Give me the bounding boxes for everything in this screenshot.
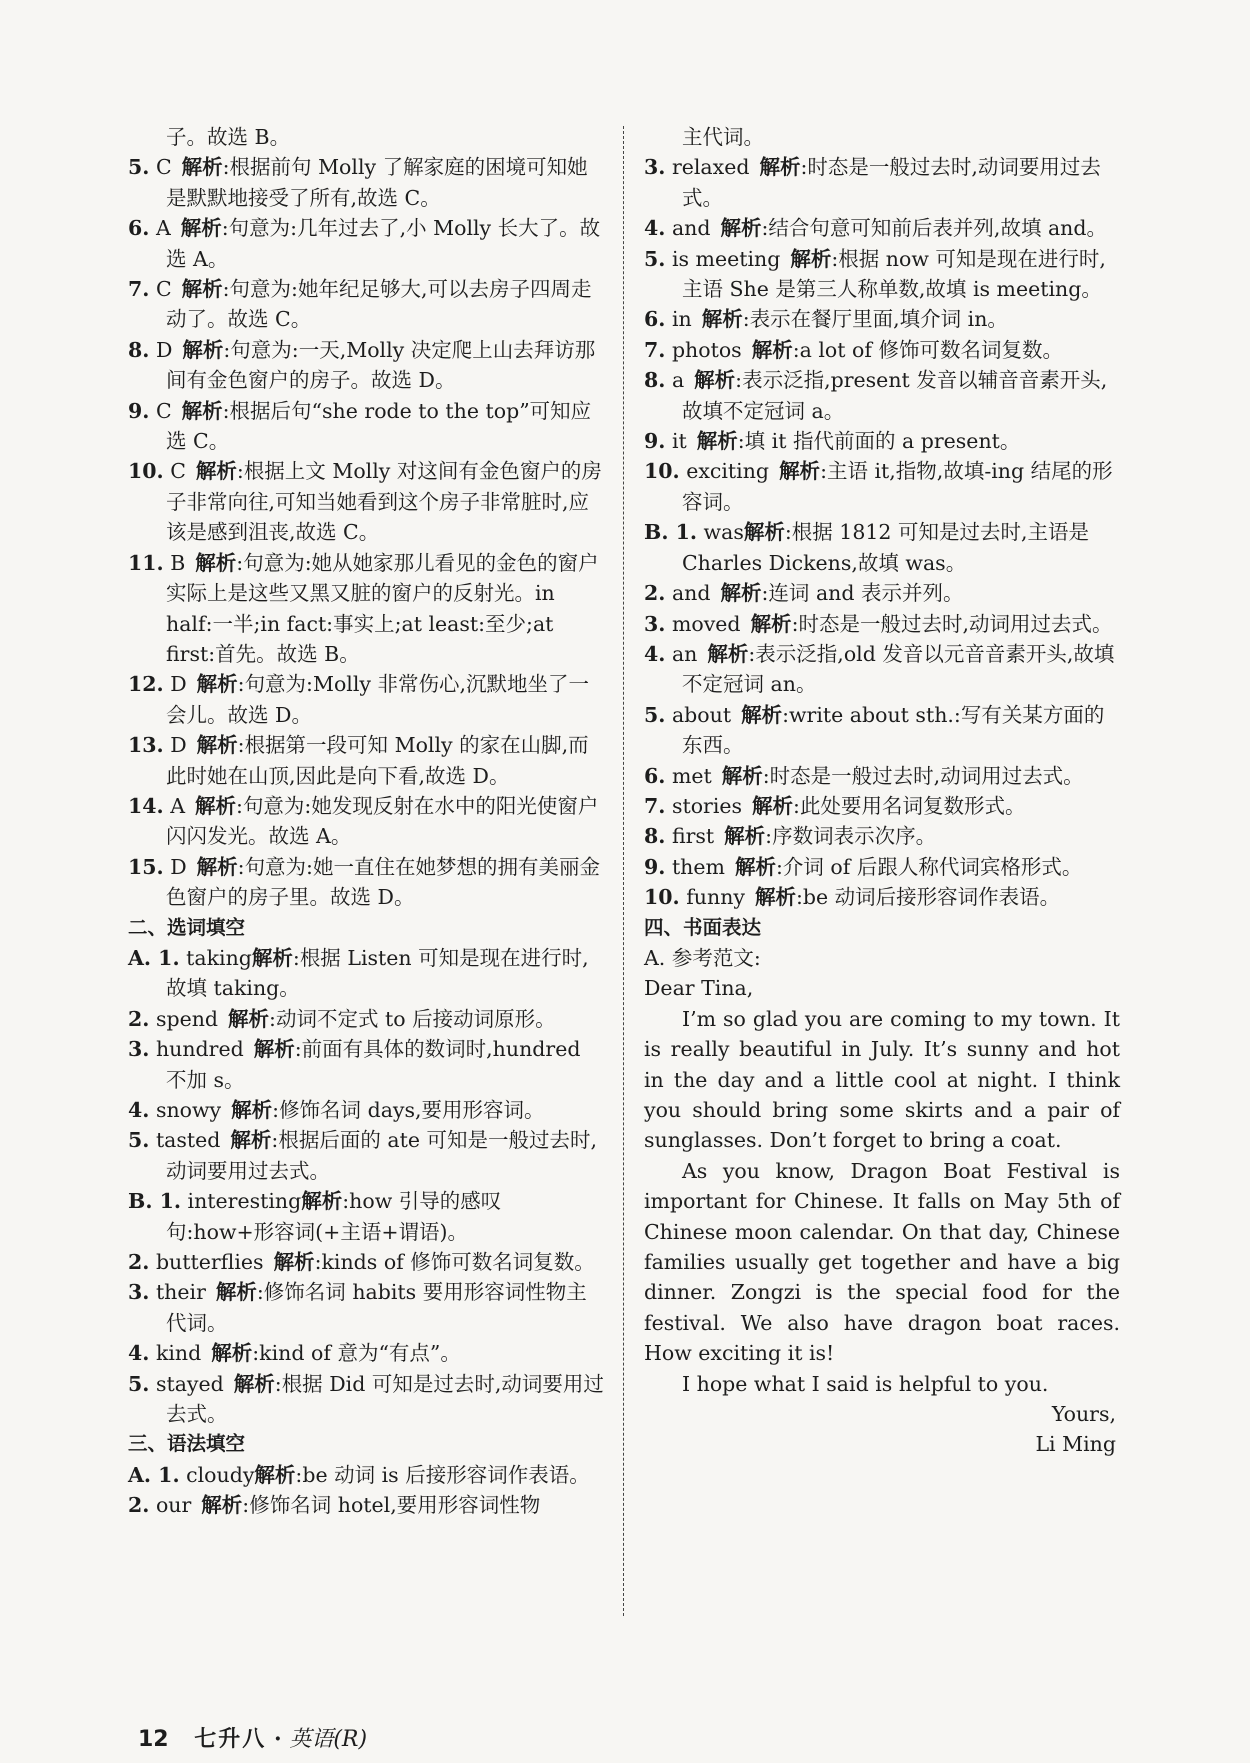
item-answer: B	[170, 550, 186, 575]
answer-item	[644, 213, 1120, 243]
answer-item	[128, 669, 606, 730]
item-answer: butterflies	[155, 1250, 264, 1275]
analysis-keyword: 解析	[180, 216, 222, 241]
analysis-colon: :	[237, 672, 245, 697]
analysis-colon: :	[761, 581, 769, 606]
analysis-text: how 引导的感叹句:how+形容词(+主语+谓语)。	[166, 1189, 502, 1244]
analysis-keyword: 解析	[196, 854, 238, 879]
answer-item	[128, 1125, 606, 1186]
analysis-text: 根据 now 可知是现在进行时,主语 She 是第三人称单数,故填 is meeting。	[682, 246, 1106, 302]
answer-item	[128, 213, 606, 274]
item-number: 10.	[644, 459, 680, 484]
analysis-text: 根据 Listen 可知是现在进行时,故填 taking。	[166, 945, 589, 1001]
analysis-text: 序数词表示次序。	[772, 824, 937, 849]
analysis-colon: :	[222, 398, 230, 423]
section-heading: 三、语法填空	[128, 1432, 246, 1456]
item-answer: about	[671, 702, 732, 727]
analysis-colon: :	[742, 307, 750, 332]
analysis-text: 根据上文 Molly 对这间有金色窗户的房子非常向往,可知当她看到这个房子非常脏时,应该是感到沮丧,故选 C。	[166, 459, 602, 545]
analysis-text: 句意为:Molly 非常伤心,沉默地坐了一会儿。故选 D。	[166, 672, 590, 727]
analysis-text: 根据 Did 可知是过去时,动词要用过去式。	[166, 1371, 604, 1427]
answer-item	[128, 152, 606, 213]
analysis-colon: :	[271, 1128, 279, 1153]
analysis-keyword: 解析	[211, 1341, 253, 1366]
item-number: 3.	[128, 1280, 150, 1305]
item-number: 5.	[128, 155, 150, 180]
analysis-colon: :	[342, 1189, 350, 1214]
answer-item	[128, 1369, 606, 1430]
item-answer: D	[170, 672, 187, 697]
analysis-text: 根据前句 Molly 了解家庭的困境可知她是默默地接受了所有,故选 C。	[166, 155, 588, 210]
item-number: 13.	[128, 733, 164, 758]
item-number: 4.	[128, 1098, 150, 1122]
analysis-colon: :	[237, 733, 245, 758]
item-number: 4.	[644, 641, 666, 666]
answer-item	[128, 1338, 606, 1368]
answer-item	[128, 852, 606, 913]
item-number: 2.	[128, 1493, 150, 1518]
analysis-keyword: 解析	[195, 459, 237, 484]
item-answer: and	[671, 581, 711, 606]
analysis-colon: :	[236, 550, 244, 575]
analysis-keyword: 解析	[231, 1098, 273, 1122]
answer-item	[128, 1247, 606, 1277]
answer-item	[644, 882, 1120, 912]
book-title: 七升八	[194, 1727, 267, 1752]
analysis-colon: :	[269, 1006, 276, 1031]
item-answer: kind	[155, 1341, 202, 1366]
analysis-colon: :	[792, 337, 800, 362]
subsection-item	[128, 943, 606, 1004]
analysis-keyword: 解析	[301, 1189, 343, 1214]
item-answer: and	[671, 216, 711, 241]
item-answer: is meeting	[671, 246, 781, 271]
analysis-text: 句意为:她发现反射在水中的阳光使窗户闪闪发光。故选 A。	[166, 793, 599, 849]
answer-item	[128, 396, 606, 457]
analysis-colon: :	[222, 155, 230, 180]
analysis-colon: :	[221, 216, 229, 241]
answer-item	[128, 1277, 606, 1338]
answer-item	[644, 700, 1120, 761]
item-answer: funny	[686, 885, 745, 910]
section-heading: 二、选词填空	[128, 915, 246, 939]
analysis-text: kinds of 修饰可数名词复数。	[321, 1250, 595, 1275]
analysis-colon: :	[292, 945, 300, 970]
item-number: 6.	[644, 307, 666, 332]
item-answer: cloudy	[186, 1462, 255, 1487]
analysis-colon: :	[314, 1250, 322, 1275]
item-number: 6.	[128, 216, 150, 241]
answer-item	[128, 1490, 606, 1520]
answer-item	[644, 335, 1120, 365]
analysis-colon: :	[737, 429, 745, 454]
analysis-text: 时态是一般过去时,动词用过去式。	[769, 763, 1084, 788]
analysis-colon: :	[765, 824, 773, 849]
subject-label: 英语(R)	[289, 1727, 368, 1752]
analysis-keyword: 解析	[751, 337, 793, 362]
item-number: 15.	[128, 854, 164, 879]
item-answer: it	[671, 429, 687, 454]
answer-item	[644, 244, 1120, 305]
analysis-colon: :	[274, 1371, 282, 1396]
analysis-colon: :	[831, 246, 839, 271]
analysis-keyword: 解析	[741, 702, 783, 727]
analysis-colon: :	[294, 1037, 302, 1062]
analysis-keyword: 解析	[181, 277, 223, 302]
analysis-colon: :	[256, 1280, 264, 1305]
item-number: 10.	[128, 459, 164, 484]
analysis-keyword: 解析	[720, 581, 762, 606]
right-column	[644, 122, 1120, 1460]
analysis-keyword: 解析	[734, 854, 776, 879]
analysis-keyword: 解析	[696, 429, 738, 454]
item-answer: stories	[671, 793, 743, 818]
analysis-text: 句意为:她年纪足够大,可以去房子四周走动了。故选 C。	[166, 277, 592, 332]
answer-item	[644, 639, 1120, 700]
analysis-text: 修饰名词 hotel,要用形容词性物	[249, 1493, 541, 1518]
analysis-text: 时态是一般过去时,动词用过去式。	[798, 611, 1113, 636]
essay-paragraph: I hope what I said is helpful to you.	[682, 1371, 1049, 1396]
answer-item	[644, 821, 1120, 851]
item-answer: moved	[671, 611, 741, 636]
item-number: 2.	[128, 1250, 150, 1275]
analysis-keyword: 解析	[181, 398, 223, 423]
item-number: 8.	[128, 337, 150, 362]
item-answer: C	[155, 398, 172, 423]
answer-item	[644, 304, 1120, 334]
item-number: 5.	[128, 1128, 150, 1153]
answer-item	[644, 852, 1120, 882]
answer-item	[644, 609, 1120, 639]
analysis-text: 此处要用名词复数形式。	[799, 793, 1026, 818]
analysis-text: kind of 意为“有点”。	[259, 1341, 461, 1366]
item-answer: tasted	[155, 1128, 221, 1153]
subsection-item	[128, 1460, 606, 1490]
item-number: 5.	[128, 1371, 150, 1396]
analysis-colon: :	[236, 459, 244, 484]
answer-item	[644, 152, 1120, 213]
item-number: 3.	[644, 155, 666, 180]
analysis-colon: :	[748, 641, 756, 666]
item-number: 5.	[644, 246, 666, 271]
analysis-keyword: 解析	[721, 763, 763, 788]
footer-dot: ·	[273, 1726, 282, 1752]
item-answer: hundred	[155, 1037, 244, 1062]
item-answer: in	[671, 307, 692, 332]
item-answer: A	[155, 216, 171, 241]
page-footer	[138, 1722, 367, 1753]
essay-paragraph: As you know, Dragon Boat Festival is important for Chinese. It falls on May 5th of Chinese moon calendar. On that day, Chinese families usually get together and have a big dinner. Zongzi is the special food for the festival. We also have dragon boat races. How exciting it is!	[644, 1158, 1120, 1366]
item-number: 7.	[644, 337, 666, 362]
analysis-colon: :	[791, 611, 799, 636]
analysis-colon: :	[272, 1098, 280, 1122]
analysis-text: 句意为:一天,Molly 决定爬上山去拜访那间有金色窗户的房子。故选 D。	[166, 337, 596, 393]
analysis-keyword: 解析	[759, 155, 801, 180]
analysis-text: be 动词后接形容词作表语。	[802, 885, 1061, 910]
item-answer: interesting	[187, 1189, 302, 1214]
item-number: 4.	[128, 1341, 150, 1366]
item-answer: was	[703, 520, 744, 545]
plain-line: Dear Tina,	[644, 976, 754, 1001]
answer-item	[128, 1095, 606, 1125]
analysis-text: 修饰名词 days,要用形容词。	[279, 1098, 545, 1122]
analysis-text: 根据第一段可知 Molly 的家在山脚,而此时她在山顶,因此是向下看,故选 D。	[166, 733, 589, 788]
analysis-keyword: 解析	[754, 885, 796, 910]
analysis-text: a lot of 修饰可数名词复数。	[799, 337, 1063, 362]
analysis-text: 根据后句“she rode to the top”可知应选 C。	[166, 398, 592, 454]
analysis-keyword: 解析	[779, 459, 821, 484]
item-number: 12.	[128, 672, 164, 697]
analysis-colon: :	[236, 793, 243, 818]
item-number: 7.	[128, 277, 150, 302]
analysis-text: be 动词 is 后接形容词作表语。	[302, 1462, 590, 1487]
analysis-keyword: 解析	[181, 155, 223, 180]
answer-item	[644, 365, 1120, 426]
item-number: 11.	[128, 550, 164, 575]
analysis-keyword: 解析	[230, 1128, 272, 1153]
item-answer: taking	[186, 945, 252, 970]
analysis-keyword: 解析	[273, 1250, 315, 1275]
analysis-text: 根据 1812 可知是过去时,主语是 Charles Dickens,故填 was。	[682, 520, 1089, 575]
item-number: A. 1.	[128, 1462, 180, 1487]
essay-signature: Li Ming	[1035, 1432, 1116, 1457]
item-answer: them	[671, 854, 725, 879]
item-number: A. 1.	[128, 945, 180, 970]
item-number: 10.	[644, 885, 680, 910]
analysis-text: 句意为:她一直住在她梦想的拥有美丽金色窗户的房子里。故选 D。	[166, 854, 600, 910]
item-answer: relaxed	[671, 155, 750, 180]
column-divider	[623, 126, 624, 1616]
item-answer: a	[671, 368, 685, 393]
analysis-keyword: 解析	[724, 824, 766, 849]
analysis-text: 句意为:她从她家那儿看见的金色的窗户实际上是这些又黑又脏的窗户的反射光。in half:一半;in fact:事实上;at least:至少;at first:首先。故选 B。	[166, 550, 599, 666]
analysis-keyword: 解析	[196, 672, 238, 697]
analysis-text: 动词不定式 to 后接动词原形。	[275, 1006, 556, 1031]
item-number: B. 1.	[128, 1189, 182, 1214]
item-number: 4.	[644, 216, 666, 241]
left-column	[128, 122, 606, 1521]
subsection-item	[128, 1186, 606, 1247]
answer-item	[644, 791, 1120, 821]
analysis-keyword: 解析	[752, 793, 794, 818]
item-number: 9.	[644, 429, 666, 454]
continued-text: 主代词。	[682, 125, 764, 149]
analysis-colon: :	[795, 885, 803, 910]
analysis-keyword: 解析	[228, 1006, 270, 1031]
analysis-text: 填 it 指代前面的 a present。	[744, 429, 1021, 454]
item-number: 2.	[128, 1006, 150, 1031]
analysis-text: 连词 and 表示并列。	[768, 581, 964, 606]
analysis-keyword: 解析	[251, 945, 293, 970]
analysis-keyword: 解析	[707, 641, 749, 666]
analysis-colon: :	[237, 854, 245, 879]
analysis-text: 修饰名词 habits 要用形容词性物主代词。	[166, 1280, 587, 1335]
essay-paragraph: I’m so glad you are coming to my town. It is really beautiful in July. It’s sunny and hot in the day and a little cool at night. I think you should bring some skirts and a pair of sunglasses. Don’t forget to bring a coat.	[644, 1006, 1120, 1153]
analysis-keyword: 解析	[195, 550, 237, 575]
item-answer: spend	[155, 1006, 219, 1031]
answer-item	[128, 548, 606, 670]
analysis-colon: :	[782, 702, 789, 727]
analysis-keyword: 解析	[182, 337, 224, 362]
answer-item	[128, 730, 606, 791]
item-answer: met	[671, 763, 712, 788]
item-number: 3.	[128, 1037, 150, 1062]
subsection-item	[644, 517, 1120, 578]
analysis-keyword: 解析	[196, 733, 238, 758]
analysis-colon: :	[242, 1493, 250, 1518]
analysis-colon: :	[735, 368, 743, 393]
answer-item	[128, 335, 606, 396]
analysis-keyword: 解析	[233, 1371, 275, 1396]
analysis-text: 句意为:几年过去了,小 Molly 长大了。故选 A。	[166, 216, 601, 271]
continued-text: 子。故选 B。	[166, 125, 291, 149]
answer-item	[128, 456, 606, 547]
essay-signature: Yours,	[1051, 1402, 1116, 1427]
item-answer: first	[671, 824, 715, 849]
analysis-colon: :	[784, 520, 792, 545]
section-heading: 四、书面表达	[644, 915, 762, 939]
answer-item	[644, 426, 1120, 456]
analysis-text: 时态是一般过去时,动词要用过去式。	[682, 155, 1101, 210]
item-number: 6.	[644, 763, 666, 788]
page-number: 12	[138, 1727, 169, 1752]
analysis-text: 根据后面的 ate 可知是一般过去时,动词要用过去式。	[166, 1128, 597, 1183]
analysis-keyword: 解析	[195, 793, 237, 818]
analysis-keyword: 解析	[215, 1280, 257, 1305]
answer-item	[644, 578, 1120, 608]
item-number: 7.	[644, 793, 666, 818]
analysis-keyword: 解析	[694, 368, 736, 393]
analysis-text: 前面有具体的数词时,hundred 不加 s。	[166, 1037, 581, 1092]
answer-item	[128, 1034, 606, 1095]
analysis-keyword: 解析	[201, 1493, 243, 1518]
answer-item	[128, 791, 606, 852]
item-answer: D	[170, 733, 187, 758]
item-number: 5.	[644, 702, 666, 727]
item-number: 8.	[644, 368, 666, 393]
item-number: 2.	[644, 581, 666, 606]
analysis-colon: :	[793, 793, 800, 818]
analysis-colon: :	[295, 1462, 303, 1487]
item-number: 3.	[644, 611, 666, 636]
analysis-colon: :	[761, 216, 769, 241]
item-answer: C	[170, 459, 186, 484]
analysis-text: 结合句意可知前后表并列,故填 and。	[768, 216, 1108, 241]
plain-line: A. 参考范文:	[644, 945, 761, 970]
item-number: 8.	[644, 824, 666, 849]
item-answer: their	[155, 1280, 206, 1305]
item-answer: A	[170, 793, 186, 818]
item-number: 14.	[128, 793, 164, 818]
analysis-text: 介词 of 后跟人称代词宾格形式。	[782, 854, 1083, 879]
item-number: B. 1.	[644, 520, 698, 545]
analysis-keyword: 解析	[750, 611, 792, 636]
analysis-text: 表示在餐厅里面,填介词 in。	[749, 307, 1008, 332]
item-answer: D	[155, 337, 173, 362]
analysis-keyword: 解析	[254, 1462, 296, 1487]
item-answer: C	[155, 277, 172, 302]
analysis-colon: :	[252, 1341, 260, 1366]
item-answer: our	[155, 1493, 192, 1518]
analysis-colon: :	[222, 277, 230, 302]
answer-item	[128, 1004, 606, 1034]
analysis-keyword: 解析	[701, 307, 743, 332]
item-answer: C	[155, 155, 172, 180]
item-answer: an	[671, 641, 698, 666]
answer-item	[644, 456, 1120, 517]
item-answer: snowy	[155, 1098, 222, 1122]
analysis-colon: :	[775, 854, 783, 879]
item-answer: exciting	[686, 459, 770, 484]
analysis-colon: :	[762, 763, 770, 788]
analysis-keyword: 解析	[253, 1037, 295, 1062]
analysis-colon: :	[820, 459, 827, 484]
item-number: 9.	[644, 854, 666, 879]
analysis-text: 表示泛指,old 发音以元音音素开头,故填不定冠词 an。	[682, 641, 1115, 697]
analysis-keyword: 解析	[743, 520, 785, 545]
analysis-colon: :	[800, 155, 808, 180]
item-answer: photos	[671, 337, 742, 362]
analysis-text: write about sth.:写有关某方面的东西。	[682, 702, 1105, 758]
analysis-text: 表示泛指,present 发音以辅音音素开头,故填不定冠词 a。	[682, 368, 1108, 423]
answer-item	[644, 761, 1120, 791]
analysis-text: 主语 it,指物,故填-ing 结尾的形容词。	[682, 459, 1113, 514]
item-number: 9.	[128, 398, 150, 423]
answer-item	[128, 274, 606, 335]
analysis-keyword: 解析	[790, 246, 832, 271]
analysis-keyword: 解析	[720, 216, 762, 241]
item-answer: stayed	[155, 1371, 224, 1396]
analysis-colon: :	[223, 337, 231, 362]
item-answer: D	[170, 854, 187, 879]
